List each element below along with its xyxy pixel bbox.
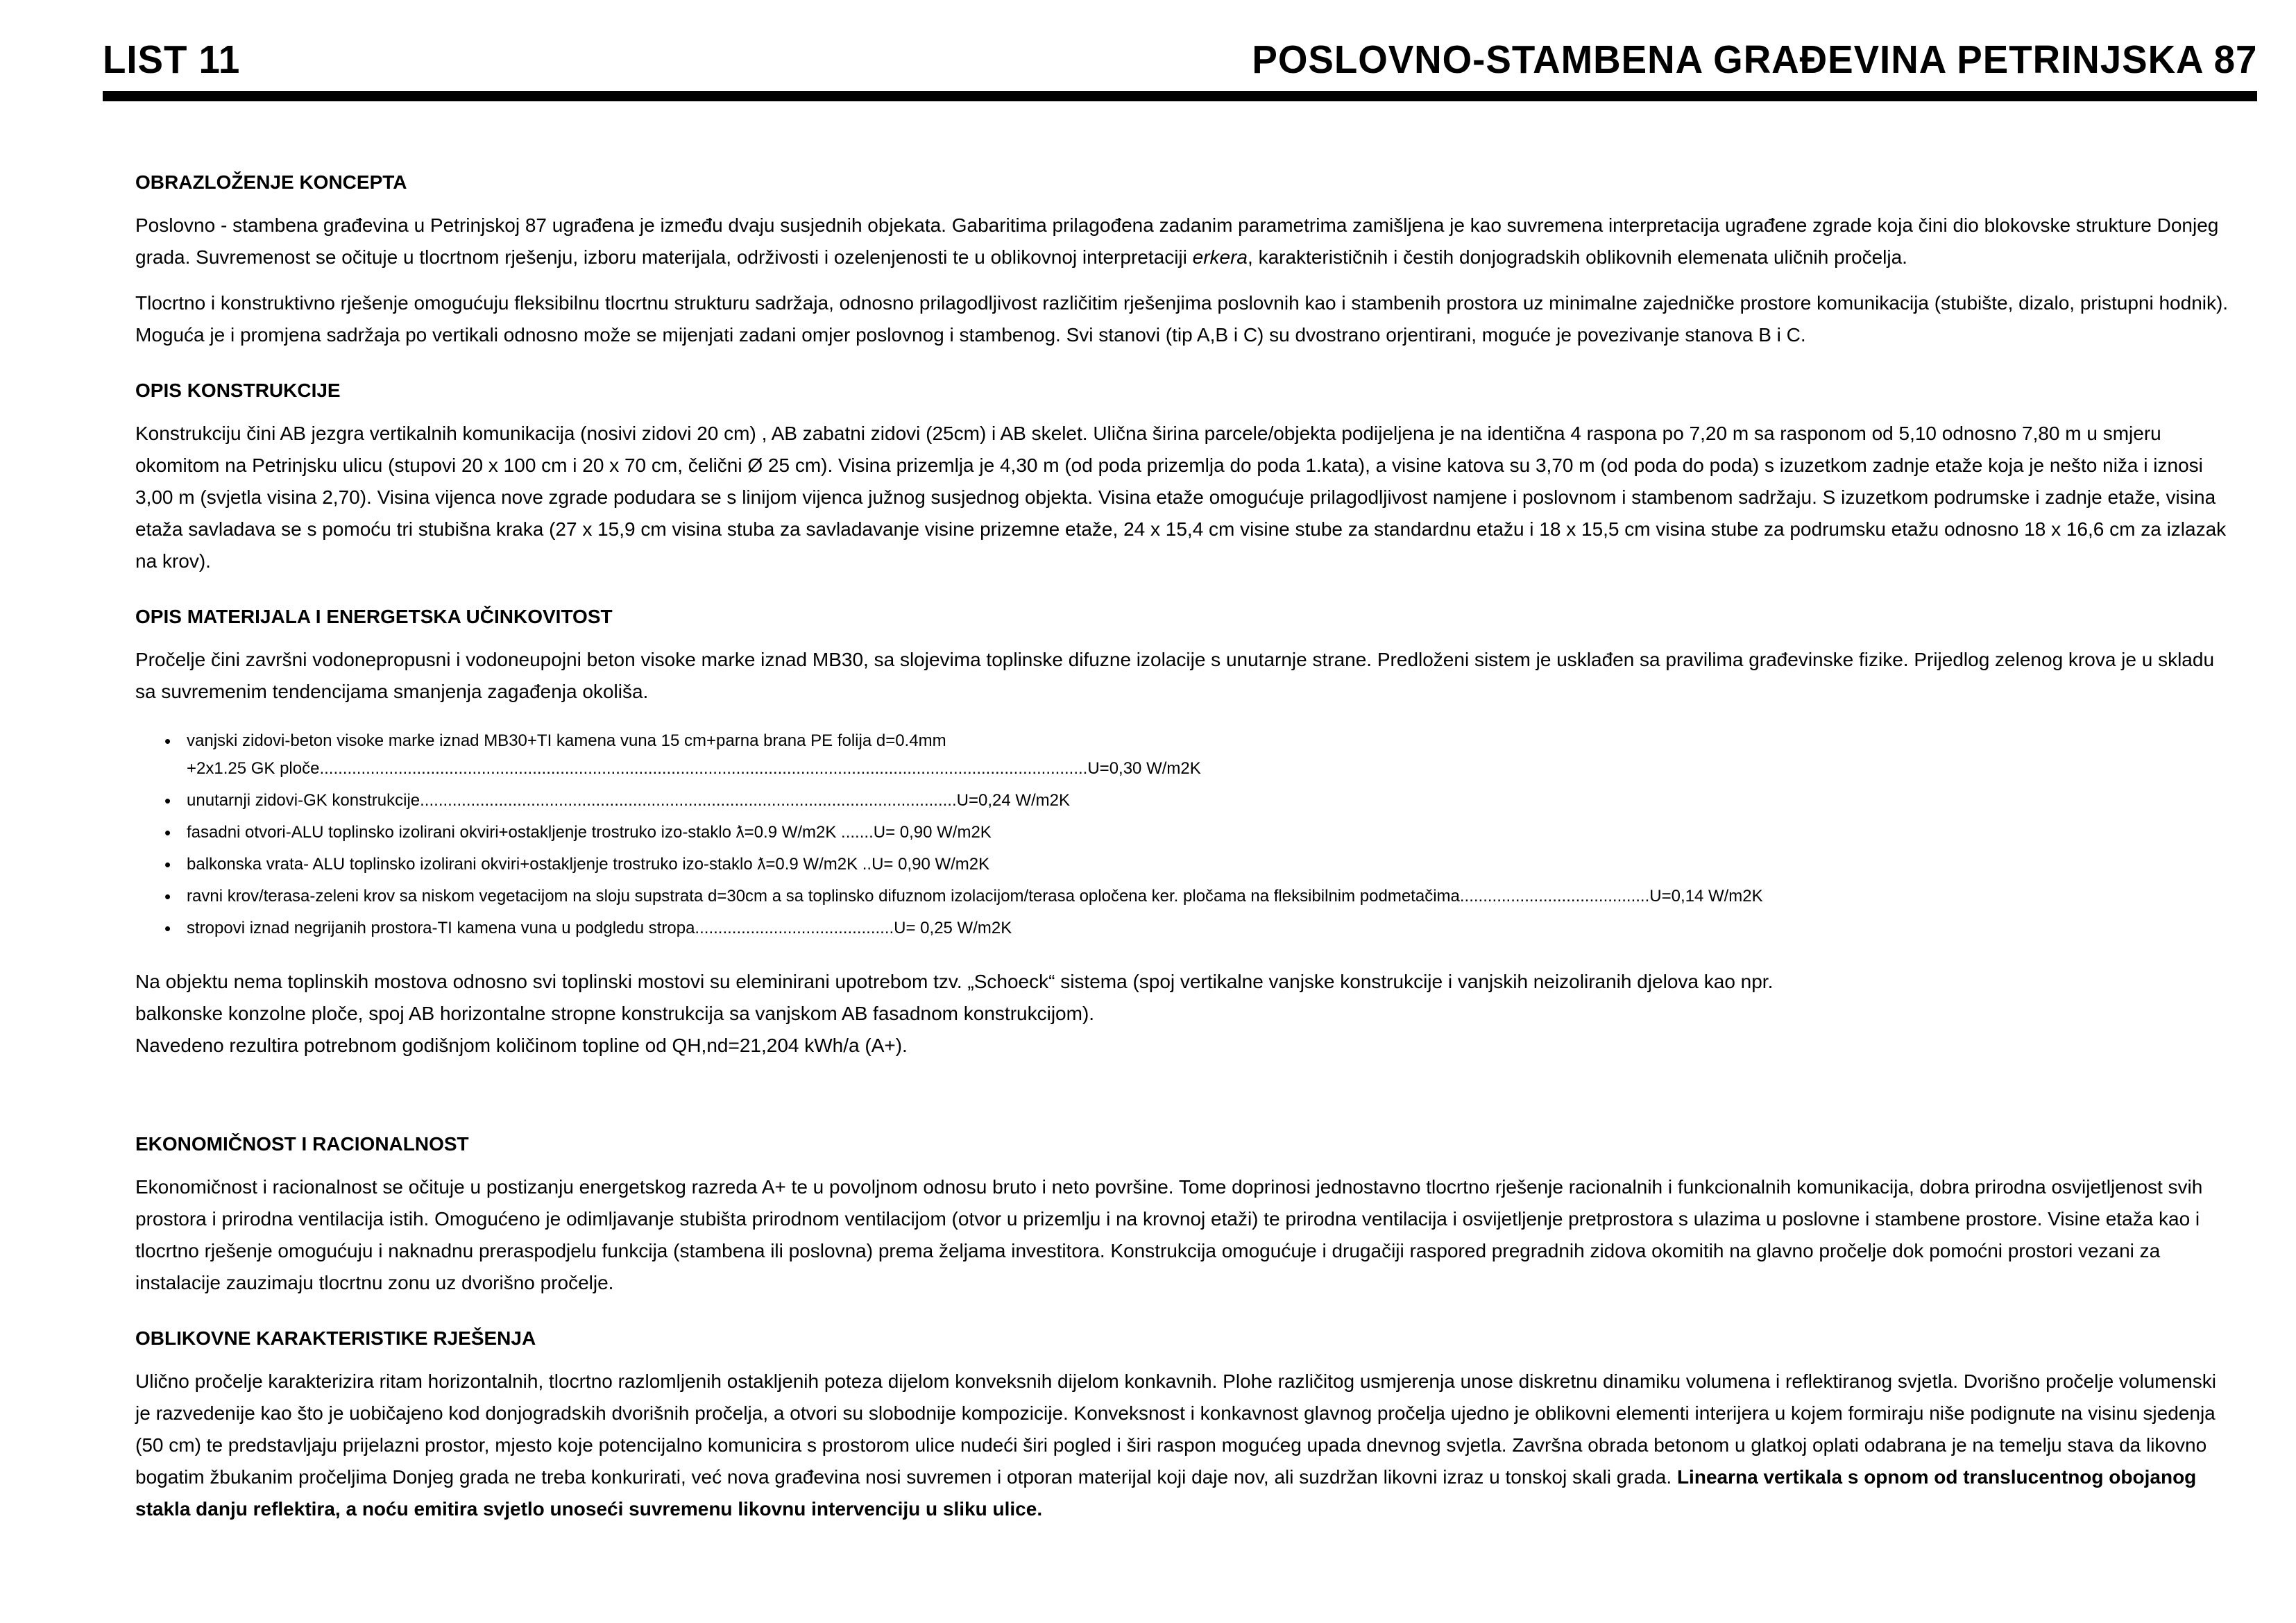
- section-ekonomicnost: [135, 1128, 2231, 1299]
- koncept-p1-text-after: , karakterističnih i čestih donjogradskih oblikovnih elemenata uličnih pročelja.: [1248, 246, 1907, 268]
- section-koncept: [135, 167, 2231, 351]
- bullet-item-balkonska-vrata: [187, 851, 2231, 878]
- toplinski-line-3: Navedeno rezultira potrebnom godišnjom količinom topline od QH,nd=21,204 kWh/a (A+).: [135, 1035, 908, 1056]
- bullet-item-ravni-krov: [187, 883, 2231, 910]
- material-bullet-list: [135, 727, 2231, 942]
- paragraph-koncept-2: Tlocrtno i konstruktivno rješenje omogućuju fleksibilnu tlocrtnu strukturu sadržaja, odnosno prilagodljivost različitim rješenjima poslovnih kao i stambenih prostora uz minimalne zajedničke prostore komunikacija (stubište, dizalo, pristupni hodnik). Moguća je i promjena sadržaja po vertikali odnosno može se mijenjati zadani omjer poslovnog i stambenog. Svi stanovi (tip A,B i C) su dvostrano orjentirani, moguće je povezivanje stanova B i C.: [135, 292, 2229, 346]
- sheet-label: LIST 11: [103, 37, 241, 82]
- oblikovne-regular-text: Ulično pročelje karakterizira ritam horizontalnih, tlocrtno razlomljenih ostakljenih poteza dijelom konveksnih dijelom konkavnih. Plohe različitog usmjerenja unose diskretnu dinamiku volumena i reflektiranog svjetla. Dvorišno pročelje volumenski je razvedenije kao što je uobičajeno kod donjogradskih dvorišnih pročelja, a otvori su slobodnije kompozicije. Konveksnost i konkavnost glavnog pročelja ujedno je oblikovni elementi interijera u kojem formiraju niše podignute na visinu sjedenja (50 cm) te predstavljaju prijelazni prostor, mjesto koje potencijalno komunicira s prostorom ulice nudeći širi pogled i širi raspon mogućeg upada dnevnog svjetla. Završna obrada betonom u glatkoj oplati odabrana je na temelju stava da likovno bogatim žbukanim pročeljima Donjeg grada ne treba konkurirati, već nova građevina nosi suvremen i otporan materijal koji daje nov, ali suzdržan likovni izraz u tonskoj skali grada.: [135, 1370, 2216, 1488]
- bullet-text: • vanjski zidovi-beton visoke marke iznad MB30+TI kamena vuna 15 cm+parna brana PE folija d=0.4mm: [187, 731, 946, 750]
- page-header: [0, 0, 2296, 80]
- bullet-text-continuation: +2x1.25 GK ploče......................................................................................................................................................................U=0,30 W/m2K: [187, 759, 1201, 778]
- bullet-text: • ravni krov/terasa-zeleni krov sa niskom vegetacijom na sloju supstrata d=30cm a sa toplinsko difuznom izolacijom/terasa opločena ker. pločama na fleksibilnim podmetačima.........................................U=0,14 W/m2K: [187, 887, 1763, 906]
- toplinski-line-2: balkonske konzolne ploče, spoj AB horizontalne stropne konstrukcija sa vanjskom AB fasadnom konstrukcijom).: [135, 1003, 1095, 1024]
- section-heading-materijali: OPIS MATERIJALA I ENERGETSKA UČINKOVITOST: [135, 606, 613, 627]
- bullet-text: • unutarnji zidovi-GK konstrukcije....................................................................................................................U=0,24 W/m2K: [187, 791, 1071, 810]
- paragraph-materijali-1: Pročelje čini završni vodonepropusni i vodoneupojni beton visoke marke iznad MB30, sa slojevima toplinske difuzne izolacije s unutarnje strane. Predloženi sistem je usklađen sa pravilima građevinske fizike. Prijedlog zelenog krova je u skladu sa suvremenim tendencijama smanjenja zagađenja okoliša.: [135, 649, 2215, 702]
- section-heading-konstrukcija: OPIS KONSTRUKCIJE: [135, 380, 341, 401]
- section-heading-ekonomicnost: EKONOMIČNOST I RACIONALNOST: [135, 1133, 469, 1155]
- page-title: POSLOVNO-STAMBENA GRAĐEVINA PETRINJSKA 87: [1251, 37, 2257, 82]
- header-divider-rule: [103, 91, 2257, 101]
- section-heading-oblikovne: OBLIKOVNE KARAKTERISTIKE RJEŠENJA: [135, 1327, 536, 1349]
- paragraph-ekonomicnost-1: Ekonomičnost i racionalnost se očituje u postizanju energetskog razreda A+ te u povoljnom odnosu bruto i neto površine. Tome doprinosi jednostavno tlocrtno rješenje racionalnih i funkcionalnih komunikacija, dobra prirodna osvijetljenost svih prostora i prirodna ventilacija istih. Omogućeno je odimljavanje stubišta prirodnom ventilacijom (otvor u prizemlju i na krovnoj etaži) te prirodna ventilacija i osvijetljenje pretprostora s ulazima u poslovne i stambene prostore. Visine etaža kao i tlocrtno rješenje omogućuju i naknadnu preraspodjelu funkcija (stambena ili poslovna) prema željama investitora. Konstrukcija omogućuje i drugačiji raspored pregradnih zidova okomitih na glavno pročelje dok pomoćni prostori vezani za instalacije zauzimaju tlocrtnu zonu uz dvorišno pročelje.: [135, 1176, 2203, 1293]
- section-heading-koncept: OBRAZLOŽENJE KONCEPTA: [135, 171, 407, 193]
- bullet-text: • balkonska vrata- ALU toplinsko izolirani okviri+ostakljenje trostruko izo-staklo ƛ=0.9 W/m2K ..U= 0,90 W/m2K: [187, 855, 990, 874]
- toplinski-line-1: Na objektu nema toplinskih mostova odnosno svi toplinski mostovi su eleminirani upotrebom tzv. „Schoeck“ sistema (spoj vertikalne vanjske konstrukcije i vanjskih neizoliranih djelova kao npr.: [135, 971, 1774, 992]
- koncept-p1-text: Poslovno - stambena građevina u Petrinjskoj 87 ugrađena je između dvaju susjednih objekata. Gabaritima prilagođena zadanim parametrima zamišljena je kao suvremena interpretacija ugrađene zgrade koja čini dio blokovske strukture Donjeg grada. Suvremenost se očituje u tlocrtnom rješenju, izboru materijala, održivosti i ozelenjenosti te u oblikovnoj interpretaciji: [135, 214, 2219, 268]
- oblikovne-bold-text: Linearna vertikala s opnom od translucentnog obojanog stakla danju reflektira, a noću emitira svjetlo unoseći suvremenu likovnu intervenciju u sliku ulice.: [135, 1466, 2197, 1520]
- bullet-item-fasadni-otvori: [187, 819, 2231, 847]
- paragraph-koncept-1: [135, 210, 2231, 273]
- section-materijali: [135, 601, 2231, 1062]
- bullet-text: • stropovi iznad negrijanih prostora-TI kamena vuna u podgledu stropa...........................................U= 0,25 W/m2K: [187, 919, 1012, 937]
- paragraph-oblikovne-1: [135, 1366, 2231, 1525]
- document-body: [0, 101, 2296, 1525]
- bullet-item-unutarnji-zidovi: [187, 787, 2231, 815]
- paragraph-konstrukcija-1: Konstrukciju čini AB jezgra vertikalnih komunikacija (nosivi zidovi 20 cm) , AB zabatni zidovi (25cm) i AB skelet. Ulična širina parcele/objekta podijeljena je na identična 4 raspona po 7,20 m sa rasponom od 5,10 odnosno 7,80 m u smjeru okomitom na Petrinjsku ulicu (stupovi 20 x 100 cm i 20 x 70 cm, čelični Ø 25 cm). Visina prizemlja je 4,30 m (od poda prizemlja do poda 1.kata), a visine katova su 3,70 m (od poda do poda) s izuzetkom zadnje etaže koja je nešto niža i iznosi 3,00 m (svjetla visina 2,70). Visina vijenca nove zgrade podudara se s linijom vijenca južnog susjednog objekta. Visina etaže omogućuje prilagodljivost namjene i poslovnom i stambenom sadržaju. S izuzetkom podrumske i zadnje etaže, visina etaža savladava se s pomoću tri stubišna kraka (27 x 15,9 cm visina stuba za savladavanje visine prizemne etaže, 24 x 15,4 cm visine stube za standardnu etažu i 18 x 15,5 cm visina stube za podrumsku etažu odnosno 18 x 16,6 cm za izlazak na krov).: [135, 423, 2227, 572]
- section-oblikovne: [135, 1323, 2231, 1525]
- bullet-item-vanjski-zidovi: [187, 727, 2231, 783]
- paragraph-toplinski-mostovi: [135, 966, 2231, 1062]
- koncept-p1-italic-term: erkera: [1192, 246, 1248, 268]
- bullet-text: • fasadni otvori-ALU toplinsko izolirani okviri+ostakljenje trostruko izo-staklo ƛ=0.9 W/m2K .......U= 0,90 W/m2K: [187, 823, 992, 842]
- section-konstrukcija: [135, 375, 2231, 577]
- bullet-item-stropovi: [187, 915, 2231, 942]
